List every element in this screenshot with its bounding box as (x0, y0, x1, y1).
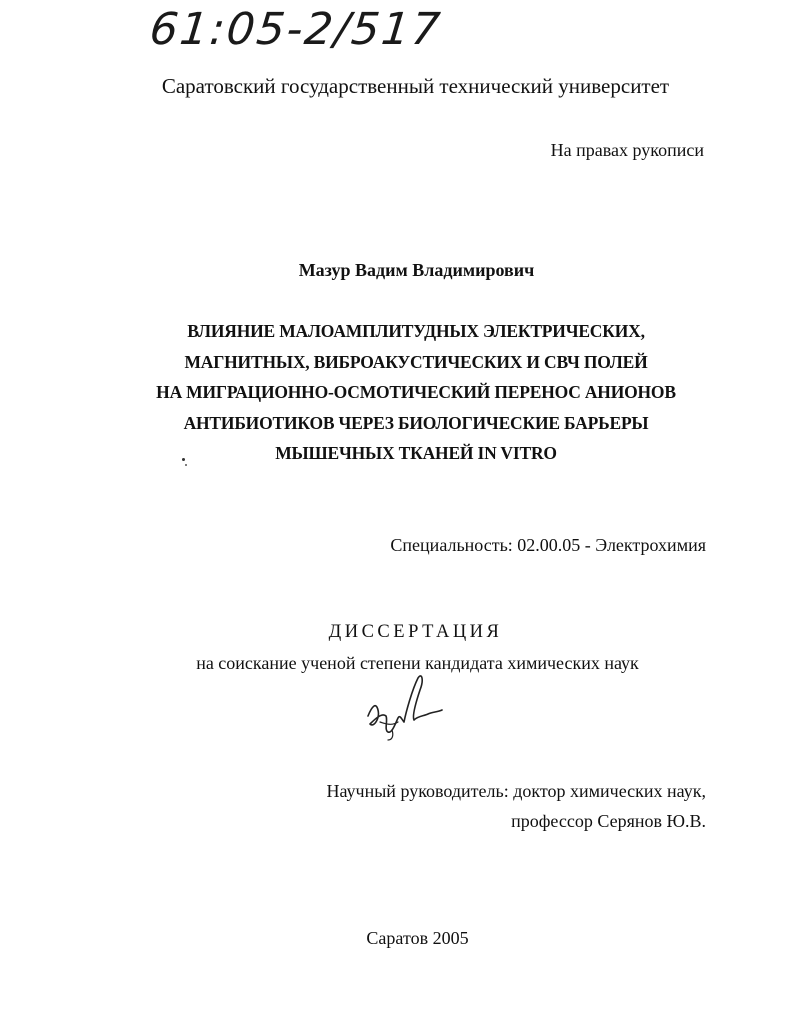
author-name: Мазур Вадим Владимирович (298, 260, 535, 280)
thesis-heading: ДИССЕРТАЦИЯ (328, 622, 503, 642)
title-line: ВЛИЯНИЕ МАЛОАМПЛИТУДНЫХ ЭЛЕКТРИЧЕСКИХ, (187, 321, 645, 341)
scan-speck (185, 464, 187, 466)
handwritten-signature (362, 672, 444, 742)
supervisor-line-2: профессор Серянов Ю.В. (511, 811, 706, 831)
title-line: НА МИГРАЦИОННО-ОСМОТИЧЕСКИЙ ПЕРЕНОС АНИОНОВ (156, 382, 676, 402)
thesis-subtitle: на соискание ученой степени кандидата химических наук (196, 653, 639, 673)
dissertation-title (100, 316, 732, 469)
supervisor-block (326, 776, 706, 836)
supervisor-line-1: Научный руководитель: доктор химических наук, (326, 781, 706, 801)
title-line: АНТИБИОТИКОВ ЧЕРЕЗ БИОЛОГИЧЕСКИЕ БАРЬЕРЫ (183, 412, 649, 433)
title-line: МАГНИТНЫХ, ВИБРОАКУСТИЧЕСКИХ И СВЧ ПОЛЕЙ (184, 351, 648, 372)
scan-speck (182, 458, 185, 461)
handwritten-catalog-number: 61:05-2/517 (147, 4, 445, 55)
manuscript-note: На правах рукописи (550, 140, 704, 160)
title-line: МЫШЕЧНЫХ ТКАНЕЙ IN VITRO (275, 443, 557, 463)
city-year: Саратов 2005 (366, 928, 469, 948)
specialty-line: Специальность: 02.00.05 - Электрохимия (390, 535, 706, 555)
university-name: Саратовский государственный технический университет (161, 74, 670, 98)
